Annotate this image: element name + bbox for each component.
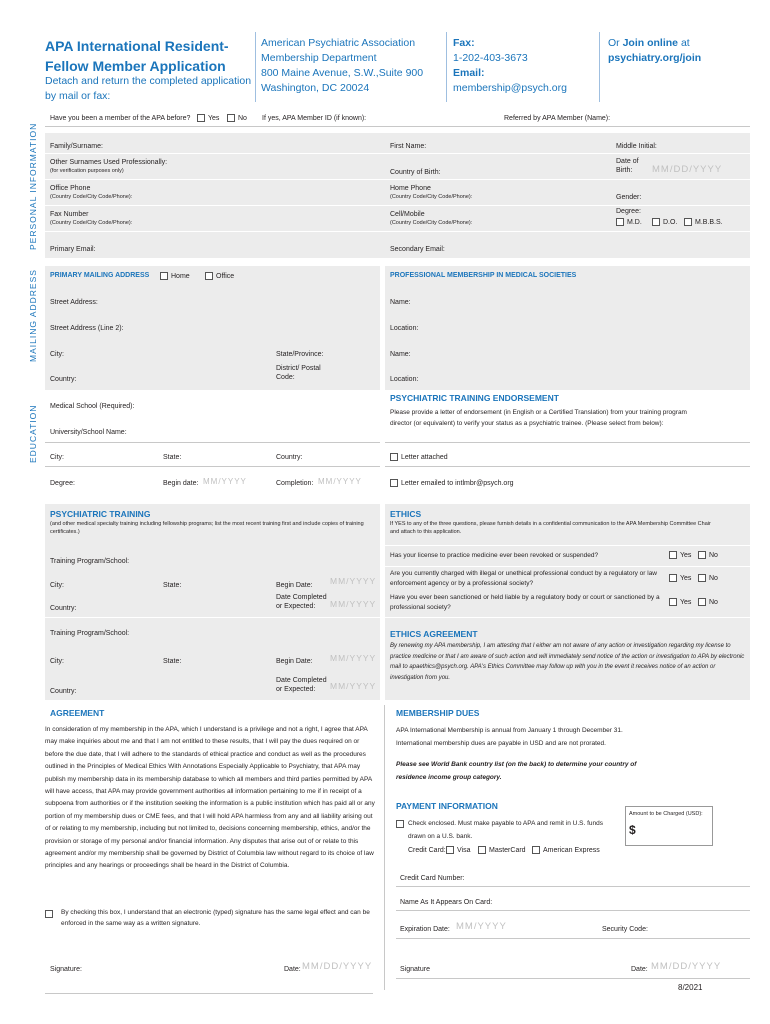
checkbox[interactable] xyxy=(698,574,706,582)
ethics-heading: ETHICS xyxy=(390,509,422,519)
referred-by-field[interactable]: Referred by APA Member (Name): xyxy=(504,115,611,122)
check-enclosed-checkbox[interactable] xyxy=(396,820,407,829)
ethics-q3-yes[interactable]: Yes xyxy=(669,598,691,607)
form-subtitle: Detach and return the completed application by mail or fax: xyxy=(45,75,252,102)
form-title: APA International Resident-Fellow Member Application xyxy=(45,38,229,74)
divider xyxy=(599,32,600,102)
divider xyxy=(45,466,380,467)
edu-completion-label: Completion: xyxy=(276,480,314,487)
checkbox[interactable] xyxy=(197,114,205,122)
checkbox[interactable] xyxy=(616,218,624,226)
divider xyxy=(446,32,447,102)
address-line: Washington, DC 20024 xyxy=(261,82,370,94)
ethics-q3-no[interactable]: No xyxy=(698,598,718,607)
checkbox[interactable] xyxy=(652,218,660,226)
visa-option[interactable]: Visa xyxy=(446,846,471,855)
checkbox[interactable] xyxy=(396,820,404,828)
agreement-heading: AGREEMENT xyxy=(50,708,105,718)
training-country-2[interactable]: Country: xyxy=(50,688,77,695)
training-program-2[interactable]: Training Program/School: xyxy=(50,630,130,637)
divider xyxy=(255,32,256,102)
societies-heading: PROFESSIONAL MEMBERSHIP IN MEDICAL SOCIETIES xyxy=(390,272,577,279)
training-completed-input-1[interactable]: MM/YYYY xyxy=(330,599,377,609)
dues-heading: MEMBERSHIP DUES xyxy=(396,708,480,718)
divider xyxy=(45,126,750,127)
side-education: EDUCATION xyxy=(28,404,38,463)
agreement-date-input[interactable]: MM/DD/YYYY xyxy=(302,961,373,972)
training-heading: PSYCHIATRIC TRAINING xyxy=(50,509,151,519)
fax-number: 1-202-403-3673 xyxy=(453,52,528,64)
checkbox[interactable] xyxy=(532,846,540,854)
ethics-q2: Are you currently charged with illegal or unethical professional conduct by a regulatory or law enforcement agency or by a professional society? xyxy=(390,570,658,587)
primary-mailing-heading: PRIMARY MAILING ADDRESS xyxy=(50,272,150,279)
side-mailing: MAILING ADDRESS xyxy=(28,269,38,362)
training-note: (and other medical specialty training including fellowship programs; list the most recent training first and include copies of training certificates.) xyxy=(50,521,364,535)
divider xyxy=(385,545,750,546)
mastercard-option[interactable]: MasterCard xyxy=(478,846,526,855)
society-location-1[interactable]: Location: xyxy=(390,325,419,332)
amount-box[interactable] xyxy=(625,806,713,846)
dob-input[interactable]: MM/DD/YYYY xyxy=(652,164,723,175)
ethics-q1: Has your license to practice medicine ever been revoked or suspended? xyxy=(390,552,599,559)
dollar-sign: $ xyxy=(629,823,636,837)
endorsement-text: Please provide a letter of endorsement (in English or a Certified Translation) from your training program director (or equivalent) to verify your status as a psychiatric trainee. (Please select from below): xyxy=(390,409,687,427)
checkbox[interactable] xyxy=(698,598,706,606)
expiration-input[interactable]: MM/YYYY xyxy=(456,921,507,932)
gender-field[interactable]: Gender: xyxy=(616,194,642,201)
join-prefix: Or xyxy=(608,37,620,49)
training-begin-label-1: Begin Date: xyxy=(276,582,313,589)
divider xyxy=(45,617,380,618)
payment-date-input[interactable]: MM/DD/YYYY xyxy=(651,961,722,972)
checkbox[interactable] xyxy=(446,846,454,854)
credit-card-label: Credit Card: xyxy=(408,847,446,854)
primary-email-field[interactable]: Primary Email: xyxy=(50,246,96,253)
degree-md[interactable]: M.D. xyxy=(616,218,642,227)
secondary-email-field[interactable]: Secondary Email: xyxy=(390,246,445,253)
mailing-address xyxy=(261,36,446,96)
join-bold: Join online xyxy=(622,37,679,49)
prev-member-no[interactable]: No xyxy=(227,114,247,123)
ethics-agreement-text: By renewing my APA membership, I am attesting that I either am not aware of any action or investigation regarding my license to practice medicine or that I am aware of such action and will immediately send notice of the action or investigation to APA by electronic mail to apaethics@psych.org. APA's Ethics Committee may follow up with you in the event it receives notice of an action or investigation from you. xyxy=(390,643,745,681)
divider xyxy=(385,617,750,618)
other-surnames-note: (for verification purposes only) xyxy=(50,168,124,174)
home-phone-note: (Country Code/City Code/Phone): xyxy=(390,194,473,200)
medical-school-field[interactable]: Medical School (Required): xyxy=(50,403,135,410)
checkbox[interactable] xyxy=(227,114,235,122)
ethics-q3: Have you ever been sanctioned or held liable by a regulatory body or court or sanctioned by a professional society? xyxy=(390,594,660,611)
email-label: Email: xyxy=(453,67,485,79)
training-city-1[interactable]: City: xyxy=(50,582,64,589)
signature-field[interactable]: Signature: xyxy=(50,966,82,973)
society-location-2[interactable]: Location: xyxy=(390,376,419,383)
divider xyxy=(384,705,385,990)
checkbox[interactable] xyxy=(669,574,677,582)
divider xyxy=(385,566,750,567)
society-name-1[interactable]: Name: xyxy=(390,299,411,306)
endorsement-heading: PSYCHIATRIC TRAINING ENDORSEMENT xyxy=(390,393,559,403)
university-field[interactable]: University/School Name: xyxy=(50,429,127,436)
check-enclosed-text: Check enclosed. Must make payable to APA and remit in U.S. funds drawn on a U.S. bank. xyxy=(408,820,603,840)
training-begin-label-2: Begin Date: xyxy=(276,658,313,665)
fax-label: Fax: xyxy=(453,37,475,49)
payment-signature-field[interactable]: Signature xyxy=(400,966,430,973)
esign-text: By checking this box, I understand that an electronic (typed) signature has the same legal effect and can be enforced in the same way as a written signature. xyxy=(61,909,370,927)
training-city-2[interactable]: City: xyxy=(50,658,64,665)
name-on-card-field[interactable]: Name As It Appears On Card: xyxy=(400,899,493,906)
mailing-home[interactable]: Home xyxy=(160,272,190,281)
training-program-1[interactable]: Training Program/School: xyxy=(50,558,130,565)
fax-number-field[interactable]: Fax Number xyxy=(50,211,89,218)
edu-degree-field[interactable]: Degree: xyxy=(50,480,75,487)
training-begin-input-2[interactable]: MM/YYYY xyxy=(330,653,377,663)
training-completed-label-1: Date Completed or Expected: xyxy=(276,594,327,610)
mailing-office[interactable]: Office xyxy=(205,272,234,281)
divider xyxy=(385,442,750,443)
checkbox[interactable] xyxy=(669,551,677,559)
letter-attached-option[interactable]: Letter attached xyxy=(390,453,448,462)
degree-do[interactable]: D.O. xyxy=(652,218,677,227)
office-phone-field[interactable]: Office Phone xyxy=(50,185,91,192)
dues-note: Please see World Bank country list (on the back) to determine your country of residence income group category. xyxy=(396,761,637,781)
join-url[interactable]: psychiatry.org/join xyxy=(608,52,702,64)
checkbox[interactable] xyxy=(205,272,213,280)
dues-text: APA International Membership is annual from January 1 through December 31. International membership dues are payable in USD and are not prorated. xyxy=(396,727,623,747)
street-field[interactable]: Street Address: xyxy=(50,299,98,306)
dob-label: Date of Birth: xyxy=(616,158,639,174)
ethics-q1-no[interactable]: No xyxy=(698,551,718,560)
expiration-label: Expiration Date: xyxy=(400,926,450,933)
card-number-field[interactable]: Credit Card Number: xyxy=(400,875,465,882)
address-line: 800 Maine Avenue, S.W.,Suite 900 xyxy=(261,67,424,79)
cell-note: (Country Code/City Code/Phone): xyxy=(390,220,473,226)
email-address[interactable]: membership@psych.org xyxy=(453,82,567,94)
divider xyxy=(396,910,750,911)
checkbox[interactable] xyxy=(45,910,53,918)
edu-country-field[interactable]: Country: xyxy=(276,454,303,461)
fax-number-note: (Country Code/City Code/Phone): xyxy=(50,220,133,226)
training-completed-input-2[interactable]: MM/YYYY xyxy=(330,681,377,691)
edu-begin-label: Begin date: xyxy=(163,480,199,487)
divider xyxy=(45,442,380,443)
payment-heading: PAYMENT INFORMATION xyxy=(396,801,498,811)
training-country-1[interactable]: Country: xyxy=(50,605,77,612)
mailing-country-field[interactable]: Country: xyxy=(50,376,77,383)
edu-state-field[interactable]: State: xyxy=(163,454,182,461)
checkbox[interactable] xyxy=(390,453,398,461)
address-line: Membership Department xyxy=(261,52,377,64)
security-code-field[interactable]: Security Code: xyxy=(602,926,648,933)
edu-begin-input[interactable]: MM/YYYY xyxy=(203,477,247,486)
agreement-text: In consideration of my membership in the APA, which I understand is a privilege and not a right, I agree that APA may make inquiries about me and that I am not entitled to these results, that I will pay the dues required on or before the due date, that I will adhere to the standards of ethical practice and conduct as well as the procedures outlined in the Principles of Medical Ethics With Annotations Especially Applicable to Psychiatry, that APA may publish my membership data in its membership database to which all members and third parties permitted by APA will have access, that APA may provide government authorities all information pertaining to me if in receipt of a subpoena from authorities or if the institution seeking the information is a public institution which has paid all or any portion of my membership dues or CME fees, and that I will hold APA harmless from any and all liability arising out of or relating to my membership, including but not limited to, decisions concerning membership, ethics, and/or the provision or storage of my personal and/or financial information. Any disputes that arise out of or relate to this agreement and/or my membership shall be governed by District of Columbia law without regard to its choice of law principles and any hearings or proceedings shall be heard in the District of Columbia. xyxy=(45,726,375,870)
training-begin-input-1[interactable]: MM/YYYY xyxy=(330,576,377,586)
mailing-state-field[interactable]: State/Province: xyxy=(276,351,324,358)
fax-email-block xyxy=(453,36,593,96)
form-version: 8/2021 xyxy=(678,983,703,992)
ethics-q1-yes[interactable]: Yes xyxy=(669,551,691,560)
ethics-q2-no[interactable]: No xyxy=(698,574,718,583)
divider xyxy=(396,938,750,939)
postal-code-field[interactable]: District/ Postal Code: xyxy=(276,365,321,381)
mailing-city-field[interactable]: City: xyxy=(50,351,64,358)
ethics-q2-yes[interactable]: Yes xyxy=(669,574,691,583)
letter-emailed-option[interactable]: Letter emailed to intlmbr@psych.org xyxy=(390,479,514,488)
checkbox[interactable] xyxy=(478,846,486,854)
society-name-2[interactable]: Name: xyxy=(390,351,411,358)
divider xyxy=(45,993,373,994)
divider xyxy=(396,978,750,979)
checkbox[interactable] xyxy=(684,218,692,226)
cell-field[interactable]: Cell/Mobile xyxy=(390,211,425,218)
degree-mbbs[interactable]: M.B.B.S. xyxy=(684,218,723,227)
training-state-1[interactable]: State: xyxy=(163,582,182,589)
side-personal: PERSONAL INFORMATION xyxy=(28,122,38,250)
checkbox[interactable] xyxy=(669,598,677,606)
divider xyxy=(45,153,750,154)
middle-initial-field[interactable]: Middle Initial: xyxy=(616,143,657,150)
checkbox[interactable] xyxy=(160,272,168,280)
degree-label: Degree: xyxy=(616,208,641,215)
join-suffix: at xyxy=(680,37,690,49)
street2-field[interactable]: Street Address (Line 2): xyxy=(50,325,124,332)
office-phone-note: (Country Code/City Code/Phone): xyxy=(50,194,133,200)
esign-checkbox[interactable] xyxy=(45,910,56,919)
edu-city-field[interactable]: City: xyxy=(50,454,64,461)
agreement-date-label: Date: xyxy=(284,966,301,973)
training-completed-label-2: Date Completed or Expected: xyxy=(276,677,327,693)
divider xyxy=(45,231,750,232)
divider xyxy=(396,886,750,887)
family-name-field[interactable]: Family/Surname: xyxy=(50,143,103,150)
divider xyxy=(45,205,750,206)
divider xyxy=(45,179,750,180)
edu-completion-input[interactable]: MM/YYYY xyxy=(318,477,362,486)
checkbox[interactable] xyxy=(698,551,706,559)
country-birth-field[interactable]: Country of Birth: xyxy=(390,169,441,176)
checkbox[interactable] xyxy=(390,479,398,487)
other-surnames-field[interactable]: Other Surnames Used Professionally: xyxy=(50,159,168,166)
prev-member-question: Have you been a member of the APA before? xyxy=(50,115,191,122)
prev-member-yes[interactable]: Yes xyxy=(197,114,219,123)
home-phone-field[interactable]: Home Phone xyxy=(390,185,431,192)
payment-date-label: Date: xyxy=(631,966,648,973)
join-online[interactable] xyxy=(608,36,748,66)
ethics-note: If YES to any of the three questions, please furnish details in a confidential communication to the APA Membership Committee Chair and attach to this application. xyxy=(390,521,711,535)
divider xyxy=(385,466,750,467)
amount-label: Amount to be Charged (USD): xyxy=(629,811,703,817)
address-line: American Psychiatric Association xyxy=(261,37,416,49)
amex-option[interactable]: American Express xyxy=(532,846,600,855)
member-id-field[interactable]: If yes, APA Member ID (if known): xyxy=(262,115,367,122)
training-state-2[interactable]: State: xyxy=(163,658,182,665)
societies-section xyxy=(385,266,750,390)
first-name-field[interactable]: First Name: xyxy=(390,143,427,150)
ethics-agreement-heading: ETHICS AGREEMENT xyxy=(390,629,478,639)
